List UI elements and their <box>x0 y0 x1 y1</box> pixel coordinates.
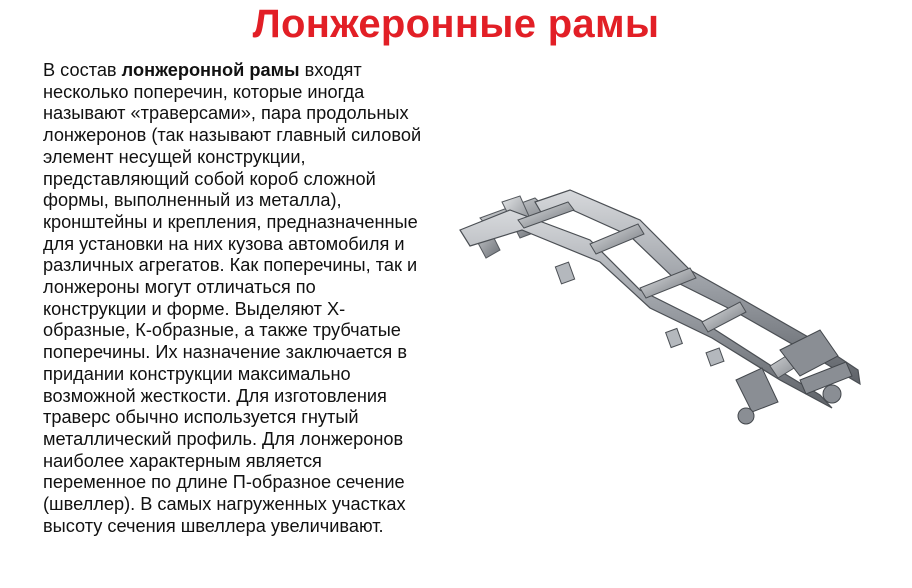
front-suspension <box>736 330 852 424</box>
ladder-frame-image <box>440 180 870 440</box>
body-paragraph <box>43 60 423 537</box>
cross-members <box>518 202 820 378</box>
slide-title: Лонжеронные рамы <box>252 2 660 46</box>
paragraph-intro: В состав <box>43 60 122 80</box>
paragraph-rest: входят несколько поперечин, которые иногда называют «траверсами», пара продольных лонжеронов (так называют главный силовой элемент несущей конструкции, представляющий собой короб сложной формы, выполненный из металла), кронштейны и крепления, предназначенные для установки на них кузова автомобиля и различных агрегатов. Как поперечины, так и лонжероны могут отличаться по конструкции и форме. Выделяют X-образные, К-образные, а также трубчатые поперечины. Их назначение заключается в придании конструкции максимально возможной жесткости. Для изготовления траверс обычно используется гнутый металлический профиль. Для лонжеронов наиболее характерным является переменное по длине П-образное сечение (швеллер). В самых нагруженных участках высоту сечения швеллера увеличивают. <box>43 60 422 536</box>
paragraph-term: лонжеронной рамы <box>121 60 300 80</box>
